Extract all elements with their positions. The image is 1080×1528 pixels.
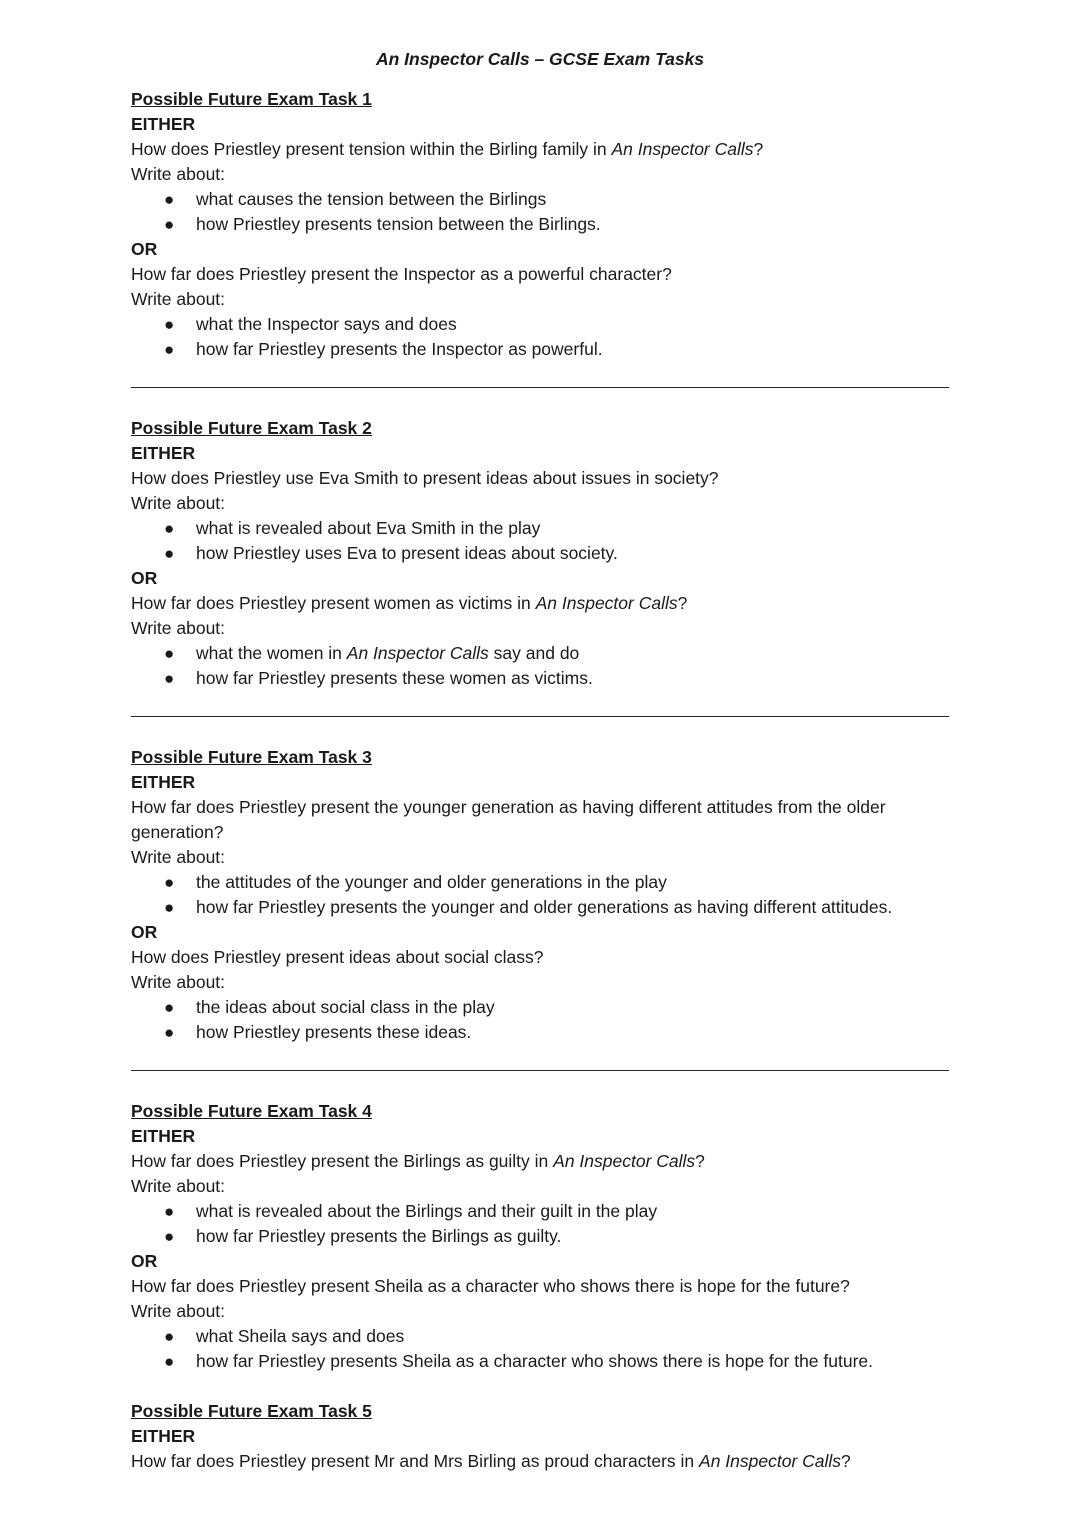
list-item: ● how far Priestley presents the Birlings as guilty. xyxy=(196,1224,949,1249)
write-about-label: Write about: xyxy=(131,1301,226,1321)
bullet-dot-icon: ● xyxy=(164,1023,175,1042)
page-title: An Inspector Calls – GCSE Exam Tasks xyxy=(375,49,705,69)
question-either: How does Priestley use Eva Smith to present ideas about issues in society? xyxy=(131,468,719,488)
question-either: How does Priestley present tension within the Birling family in An Inspector Calls? xyxy=(131,139,764,159)
either-label: EITHER xyxy=(131,1426,196,1446)
bullet-dot-icon: ● xyxy=(164,340,175,359)
bullet-dot-icon: ● xyxy=(164,544,175,563)
question-either: How far does Priestley present Mr and Mrs Birling as proud characters in An Inspector Calls? xyxy=(131,1451,851,1471)
task-heading: Possible Future Exam Task 1 xyxy=(131,89,372,109)
bullet-list xyxy=(131,870,949,920)
write-about-label: Write about: xyxy=(131,1176,226,1196)
or-label: OR xyxy=(131,922,158,942)
either-label: EITHER xyxy=(131,443,196,463)
write-about-label: Write about: xyxy=(131,493,226,513)
play-title: An Inspector Calls xyxy=(699,1451,842,1471)
list-item: ● how Priestley presents tension between the Birlings. xyxy=(196,212,949,237)
write-about-label: Write about: xyxy=(131,972,226,992)
bullet-dot-icon: ● xyxy=(164,873,175,892)
write-about-label: Write about: xyxy=(131,289,226,309)
write-about-label: Write about: xyxy=(131,164,226,184)
list-item: ● what the women in An Inspector Calls say and do xyxy=(196,641,949,666)
exam-task-3 xyxy=(131,745,949,1045)
bullet-dot-icon: ● xyxy=(164,190,175,209)
either-label: EITHER xyxy=(131,114,196,134)
list-item: ● what causes the tension between the Birlings xyxy=(196,187,949,212)
bullet-list xyxy=(131,312,949,362)
play-title: An Inspector Calls xyxy=(611,139,754,159)
bullet-dot-icon: ● xyxy=(164,1352,175,1371)
bullet-dot-icon: ● xyxy=(164,215,175,234)
or-label: OR xyxy=(131,239,158,259)
write-about-label: Write about: xyxy=(131,618,226,638)
either-label: EITHER xyxy=(131,1126,196,1146)
exam-task-5 xyxy=(131,1399,949,1474)
bullet-list xyxy=(131,1324,949,1374)
question-or: How far does Priestley present the Inspector as a powerful character? xyxy=(131,264,672,284)
list-item: ● how far Priestley presents the Inspector as powerful. xyxy=(196,337,949,362)
or-label: OR xyxy=(131,568,158,588)
document-body xyxy=(131,87,949,1474)
question-or: How does Priestley present ideas about social class? xyxy=(131,947,544,967)
play-title: An Inspector Calls xyxy=(553,1151,696,1171)
question-or: How far does Priestley present women as victims in An Inspector Calls? xyxy=(131,593,688,613)
bullet-list xyxy=(131,641,949,691)
list-item: ● what Sheila says and does xyxy=(196,1324,949,1349)
list-item: ● how Priestley uses Eva to present ideas about society. xyxy=(196,541,949,566)
question-or: How far does Priestley present Sheila as a character who shows there is hope for the future? xyxy=(131,1276,850,1296)
question-either: How far does Priestley present the Birlings as guilty in An Inspector Calls? xyxy=(131,1151,705,1171)
task-heading: Possible Future Exam Task 2 xyxy=(131,418,372,438)
list-item: ● how Priestley presents these ideas. xyxy=(196,1020,949,1045)
list-item: ● what is revealed about the Birlings and their guilt in the play xyxy=(196,1199,949,1224)
list-item: ● what is revealed about Eva Smith in the play xyxy=(196,516,949,541)
bullet-dot-icon: ● xyxy=(164,315,175,334)
exam-task-2 xyxy=(131,416,949,691)
bullet-dot-icon: ● xyxy=(164,1227,175,1246)
task-heading: Possible Future Exam Task 4 xyxy=(131,1101,372,1121)
bullet-dot-icon: ● xyxy=(164,1327,175,1346)
list-item: ● how far Priestley presents the younger and older generations as having different attitudes. xyxy=(196,895,949,920)
bullet-list xyxy=(131,1199,949,1249)
exam-task-4 xyxy=(131,1099,949,1374)
bullet-list xyxy=(131,995,949,1045)
play-title: An Inspector Calls xyxy=(535,593,678,613)
bullet-list xyxy=(131,516,949,566)
list-item: ● the attitudes of the younger and older generations in the play xyxy=(196,870,949,895)
bullet-dot-icon: ● xyxy=(164,1202,175,1221)
play-title: An Inspector Calls xyxy=(346,643,489,663)
question-either: How far does Priestley present the younger generation as having different attitudes from the older generation? xyxy=(131,797,886,842)
exam-task-1 xyxy=(131,87,949,362)
list-item: ● how far Priestley presents these women as victims. xyxy=(196,666,949,691)
write-about-label: Write about: xyxy=(131,847,226,867)
list-item: ● the ideas about social class in the play xyxy=(196,995,949,1020)
task-heading: Possible Future Exam Task 5 xyxy=(131,1401,372,1421)
bullet-dot-icon: ● xyxy=(164,669,175,688)
bullet-dot-icon: ● xyxy=(164,898,175,917)
or-label: OR xyxy=(131,1251,158,1271)
bullet-dot-icon: ● xyxy=(164,519,175,538)
bullet-list xyxy=(131,187,949,237)
task-heading: Possible Future Exam Task 3 xyxy=(131,747,372,767)
bullet-dot-icon: ● xyxy=(164,644,175,663)
list-item: ● what the Inspector says and does xyxy=(196,312,949,337)
list-item: ● how far Priestley presents Sheila as a character who shows there is hope for the future. xyxy=(196,1349,949,1374)
bullet-dot-icon: ● xyxy=(164,998,175,1017)
either-label: EITHER xyxy=(131,772,196,792)
